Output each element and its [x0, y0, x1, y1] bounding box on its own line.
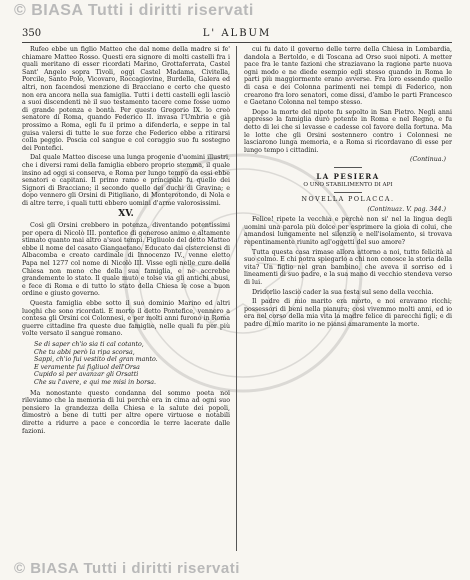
verse-line: Se di saper ch'io sia ti cal cotanto, [34, 340, 144, 348]
section-number: XV. [118, 209, 134, 220]
verse-line: Sappi, ch'io fui vestito del gran manto. [34, 356, 158, 364]
continua-note: (Continua.) [410, 156, 446, 164]
divider [334, 167, 362, 168]
verse-line: E veramente fui figliuol dell'Orsa [34, 363, 140, 371]
copyright-watermark-bottom: © BIASA Tutti i diritti riservati [14, 560, 240, 577]
paragraph: Felice! ripete la vecchia e perchè non si' nel la lingua degli uomini una parola più dolce per esprimere la gioia di colui, che amandosi lungamente nel silenzio e nell'isolamento, si trovava repentinamente riunito agl'oggetti del suo amore? [244, 216, 452, 247]
divider [334, 192, 362, 193]
paragraph: Dridorlio lasciò cader la sua testa sul seno della vecchia. [252, 288, 434, 296]
verse-line: Cupido sì per avanzar gli Orsatti [34, 371, 139, 379]
column-divider [236, 46, 237, 551]
page-number: 350 [22, 28, 42, 39]
verse-quotation [34, 341, 230, 387]
paragraph: Rufeo ebbe un figlio Matteo che dal nome della madre si fe' chiamare Matteo Rosso. Questi era signore di molti castelli fra i quali meritano di esser ricordati Marino, Grottaferrata, Castel Sant' Angelo sopra Tivoli, oggi Castel Madama, Civitella, Porcile, Santo Polo, Vicovaro, Roccagiovine, Burdella, Galera ed altri, non facendosi menzione di Bracciano e certo che questo non era ancora nella sua famiglia. Tutti i detti castelli egli lasciò a suoi discendenti nè il suo testamento tacere come fosse uomo di grande potenza e bontà. Per questo Gregorio IX. lo creò senatore di Roma, quando Federico II. invasa l'Umbria e già prossimo a Roma, egli fu il primo a difenderla, e seppe in tal guisa valersi di tutte le sue forze che Federico ebbe a ritirarsi colla peggio. Poscia col sangue e col coraggio suo fu sostegno dei Pontefici. [22, 46, 230, 152]
continuation-note: (Continuaz. V. pag. 344.) [367, 205, 446, 213]
copyright-watermark-top: © BIASA Tutti i diritti riservati [14, 2, 254, 19]
article-subtitle: O UNO STABILIMENTO DI API [303, 181, 393, 188]
left-column [22, 46, 230, 551]
right-column [244, 46, 452, 551]
paragraph: Il padre di mio marito era morto, e noi eravamo ricchi; possessori di beni nella pianura; così vivemmo molti anni, ed io era nel corso della mia vita la madre felice di parecchi figli; e di padre di mio marito io ne piansi amaramente la morte. [244, 298, 452, 328]
article-title: LA PESIERA [316, 171, 380, 181]
paragraph: Dal quale Matteo discese una lunga progenie d'uomini illustri, che i diversi rami della famiglia ebbero proprio stemma, il quale insino ad oggi si conserva, e Roma per lungo tempo da essi ebbe senatori e capitani. Il primo ramo e principale fu quello dei Signori di Bracciano; il secondo quello dei duchi di Gravina; e dopo vennero gli Orsini di Pitigliano, di Monterotondo, di Nola e di altre terre, i quali tutti ebbero uomini d'arme valorosissimi. [22, 154, 230, 207]
article-heading: NOVELLA POLACCA. [301, 196, 395, 204]
verse-line: Che su l'avere, e qui me misi in borsa. [34, 378, 157, 386]
page-header [22, 28, 452, 43]
paragraph: Ma nonostante questo condanna del sommo poeta noi rileviamo che la memoria di lui perchè era in cima ad ogni suo pensiero la grandezza della Chiesa e la salute dei popoli, dimostrò a bene di tutti per altre opere virtuose e notabili dirette a ridurre a pace e concordia le terre lacerate dalle fazioni. [22, 389, 230, 435]
paragraph: Dopo la morte del nipote fu sepolto in San Pietro. Negli anni appresso la famiglia durò potente in Roma e nel Regno, e fu detto di lei che si levasse e cadesse col favore della fortuna. Ma le lotte che gli Orsini sostennero contro i Colonnesi ne lasciarono lunga memoria, e a Roma si ricordavano di esse per lungo tempo i cittadini. [244, 108, 452, 154]
paragraph: cui fu dato il governo delle terre della Chiesa in Lombardia, dandola a Bertoldo, e di Toscana ad Orso suoi nipoti. A metter pace fra le tante fazioni che straziavano la ragione parte nuova ogni modo e ne diede esempio egli stesso quando in Roma le parti più maggiormente erano avverse. Fra loro essendo quello di casa e dei Colonna parimenti nei tempi di Federico, non crearono fra loro senatori, come dissi, d'ambo le parti Francesco e Gaetano Colonna nel tempo stesso. [244, 46, 452, 107]
verse-line: Che tu abbi però la ripa scorsa, [34, 348, 135, 356]
paragraph: Tutta questa casa rimase allora attorno a noi, tutto felicità al suo colmo. E chi potra spiegarlo a chi non conosce la storia della vita? Un figlio nel gran bambino, che aveva il sorriso ed i lineamenti di suo padre, e la sua mano di vecchio stendeva verso di lui. [244, 248, 452, 287]
paragraph: Questa famiglia ebbe sotto il suo dominio Marino ed altri luoghi che sono ricordati. E morto il detto Pontefice, vennero a contesa gli Orsini coi Colonnesi, e per molti anni furono in Roma guerre cittadine fra queste due famiglie, nelle quali fu per più volte versato il sangue romano. [22, 300, 230, 338]
journal-title: L' ALBUM [202, 28, 272, 39]
paragraph: Così gli Orsini crebbero in potenza, diventando potentissimi per opera di Nicolò III. pontefice di generoso animo e altamente stimato quanto mai altro a'suoi tempi. Figliuolo del detto Matteo ebbe il nome del casato Giangaetano. Educato dai cisterciensi di Albacomba e creato cardinale di Innocenzo IV., venne eletto Papa nel 1277 col nome di Nicolò III. Visse egli nelle cure della Chiesa non meno che della sua famiglia, e ne accrebbe grandemente lo stato. Il quale mutò e tolse via gli antichi abusi, e fece di Roma e di tutto lo stato della Chiesa le cose a buon ordine e giusto governo. [22, 222, 230, 298]
